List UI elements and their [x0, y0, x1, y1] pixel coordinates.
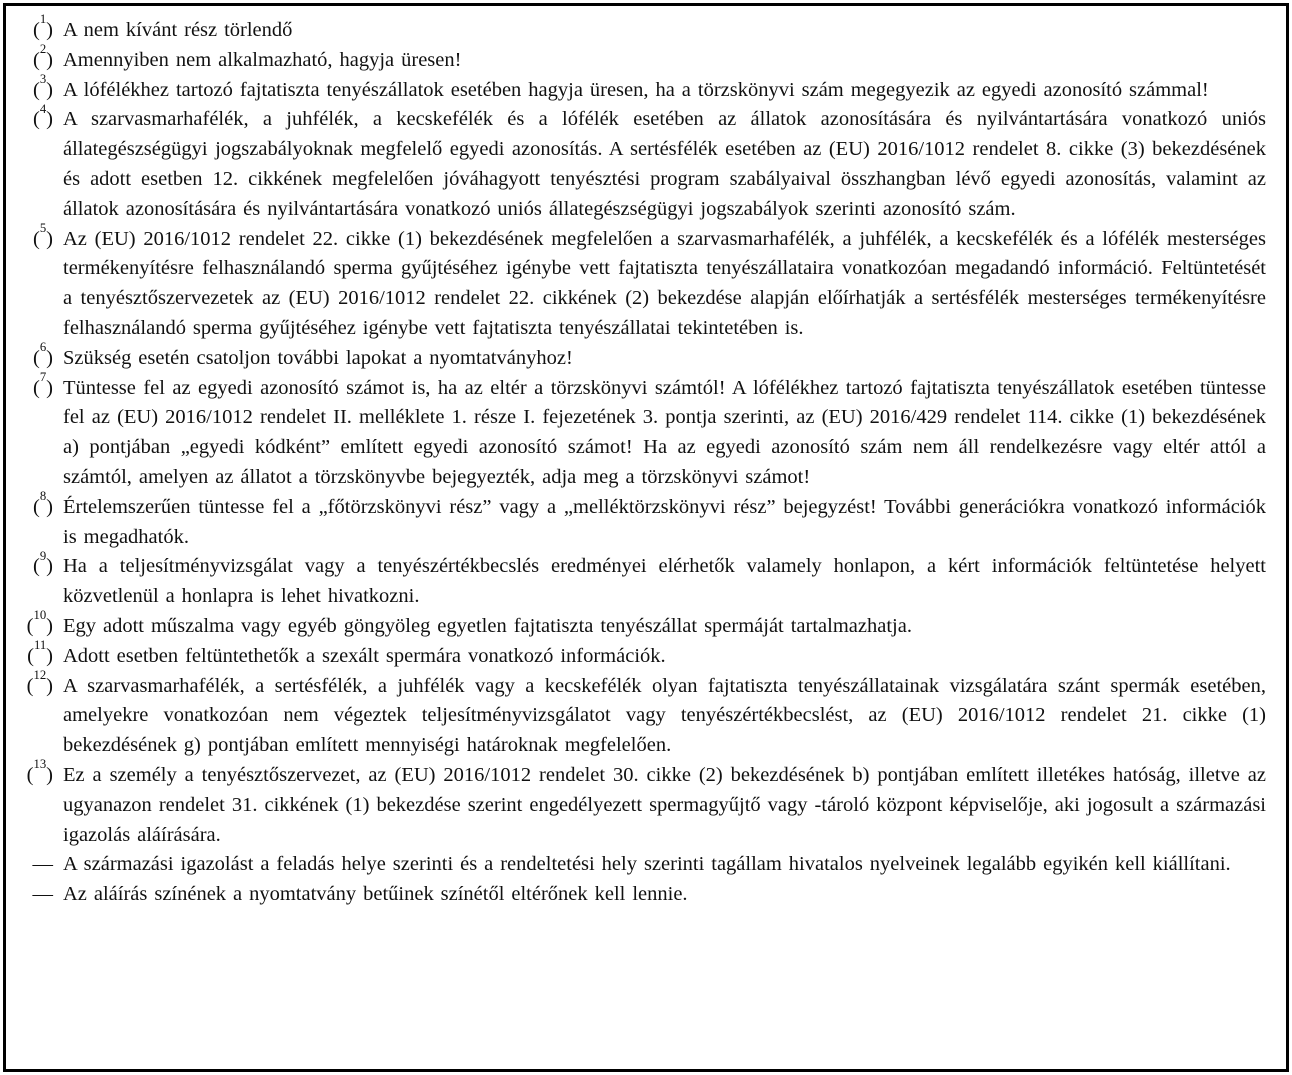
footnote-number: 12: [33, 667, 47, 682]
footnote-number: 8: [39, 489, 47, 504]
footnote-marker: ($^{10}$): [26, 608, 53, 637]
footnote-item: [20, 369, 1266, 493]
footnote-item: [20, 101, 1266, 224]
footnote-text: Ez a személy a tenyésztőszervezet, az (EU) 2016/1012 rendelet 30. cikke (2) bekezdésének b) pontjában említett illetékes hatóság, illetve az ugyanazon rendelet 31. cikkének (1) bekezdése szerint engedélyezett spermagyűjtő vagy -tároló központ képviselője, aki jogosult a származási igazolás aláírására.: [63, 763, 1266, 846]
footnote-number: 10: [33, 608, 47, 623]
footnote-marker: ($^6$): [32, 340, 53, 369]
footnote-text: Egy adott műszalma vagy egyéb göngyöleg egyetlen fajtatiszta tenyészállat spermáját tartalmazhatja.: [63, 614, 912, 637]
footnote-text: A nem kívánt rész törlendő: [63, 19, 293, 41]
footnote-marker: ($^8$): [32, 489, 53, 518]
footnote-marker: ($^{11}$): [27, 638, 53, 667]
footnote-text: Az aláírás színének a nyomtatvány betűinek színétől eltérőnek kell lennie.: [63, 883, 688, 906]
footnote-item: [20, 71, 1266, 106]
footnote-item: [20, 638, 1266, 672]
document-page: [3, 3, 1289, 1072]
footnote-marker: ($^9$): [32, 548, 53, 578]
footnote-text: A lófélékhez tartozó fajtatiszta tenyészállatok esetében hagyja üresen, ha a törzskönyvi szám megegyezik az egyedi azonosító számmal!: [63, 78, 1209, 101]
footnote-number: 9: [39, 548, 47, 563]
footnote-text: A szarvasmarhafélék, a sertésfélék, a juhfélék vagy a kecskefélék olyan fajtatiszta tenyészállatainak vizsgálatára szánt spermák esetében, amelyekre vonatkozóan nem végeztek teljesítményvizsgálatot vagy tenyészértékbecslést, az (EU) 2016/1012 rendelet 21. cikke (1) bekezdésének g) pontjában említett mennyiségi határoknak megfelelően.: [63, 674, 1266, 757]
footnote-marker: ($^{12}$): [26, 667, 53, 697]
footnote-marker: ($^{13}$): [26, 757, 53, 786]
footnote-number: 6: [39, 340, 47, 355]
footnote-marker: ($^7$): [32, 369, 53, 399]
dash-marker: —: [32, 883, 53, 906]
footnote-item: [20, 850, 1266, 880]
footnote-number: 13: [33, 757, 47, 772]
footnote-number: 7: [39, 369, 47, 384]
footnote-text: Adott esetben feltüntethetők a szexált spermára vonatkozó információk.: [63, 644, 666, 667]
footnote-marker: ($^1$): [32, 12, 53, 41]
footnote-number: 2: [39, 42, 47, 57]
footnote-marker: ($^2$): [32, 42, 53, 71]
footnote-number: 4: [39, 101, 47, 116]
footnote-text: Amennyiben nem alkalmazható, hagyja üresen!: [63, 48, 462, 71]
footnote-item: [20, 880, 1266, 910]
footnote-text: Szükség esetén csatoljon további lapokat a nyomtatványhoz!: [63, 346, 573, 369]
footnote-marker: ($^4$): [32, 101, 53, 131]
footnote-text: Ha a teljesítményvizsgálat vagy a tenyészértékbecslés eredményei elérhetők valamely honlapon, a kért információk feltüntetése helyett közvetlenül a honlapra is lehet hivatkozni.: [63, 555, 1266, 608]
footnote-marker: ($^5$): [32, 220, 53, 250]
footnote-item: [20, 667, 1266, 761]
footnote-item: [20, 489, 1266, 553]
footnote-number: 3: [39, 71, 47, 86]
footnote-item: [20, 12, 1266, 46]
footnote-number: 5: [39, 220, 47, 235]
footnote-number: 1: [39, 12, 47, 27]
footnote-text: Értelemszerűen tüntesse fel a „főtörzskönyvi rész” vagy a „melléktörzskönyvi rész” bejegyzést! További generációkra vonatkozó információk is megadhatók.: [63, 495, 1266, 548]
dash-marker: —: [32, 853, 53, 876]
footnote-text: A szarvasmarhafélék, a juhfélék, a kecskefélék és a lófélék esetében az állatok azonosítására és nyilvántartására vonatkozó uniós állategészségügyi jogszabályoknak megfelelő egyedi azonosítás. A sertésfélék esetében az (EU) 2016/1012 rendelet 8. cikke (3) bekezdésének és adott esetben 12. cikkének megfelelően jóváhagyott tenyésztési program szabályaival összhangban lévő egyedi azonosítás, valamint az állatok azonosítására és nyilvántartására vonatkozó uniós állategészségügyi jogszabályok szerinti azonosító szám.: [63, 108, 1266, 220]
footnote-item: [20, 42, 1266, 76]
footnote-text: Tüntesse fel az egyedi azonosító számot is, ha az eltér a törzskönyvi számtól! A lófélékhez tartozó fajtatiszta tenyészállatok esetében tüntesse fel az (EU) 2016/1012 rendelet II. melléklete 1. része I. fejezetének 3. pontja szerinti, az (EU) 2016/429 rendelet 114. cikke (1) bekezdésének a) pontjában „egyedi kódként” említett egyedi azonosító számot! Ha az egyedi azonosító szám nem áll rendelkezésre vagy eltér attól a számtól, amelyen az állatot a törzskönyvbe bejegyezték, adja meg a törzskönyvi számot!: [63, 376, 1266, 488]
footnote-item: [20, 340, 1266, 374]
footnote-item: [20, 608, 1266, 642]
footnote-text: A származási igazolást a feladás helye szerinti és a rendeltetési hely szerinti tagállam hivatalos nyelveinek legalább egyikén kell kiállítani.: [63, 853, 1231, 876]
footnote-item: [20, 548, 1266, 612]
footnote-number: 11: [33, 638, 47, 653]
footnote-item: [20, 757, 1266, 850]
footnote-marker: ($^3$): [32, 71, 53, 101]
footnote-text: Az (EU) 2016/1012 rendelet 22. cikke (1) bekezdésének megfelelően a szarvasmarhafélék, a juhfélék, a kecskefélék és a lófélék mesterséges termékenyítésre felhasználandó sperma gyűjtéséhez igénybe vett fajtatiszta tenyészállataira vonatkozóan megadandó információ. Feltüntetését a tenyésztőszervezetek az (EU) 2016/1012 rendelet 22. cikkének (2) bekezdése alapján előírhatják a sertésfélék mesterséges termékenyítésre felhasználandó sperma gyűjtéséhez igénybe vett fajtatiszta tenyészállatai tekintetében is.: [63, 227, 1266, 339]
footnote-item: [20, 220, 1266, 344]
footnotes-list: [20, 12, 1266, 910]
